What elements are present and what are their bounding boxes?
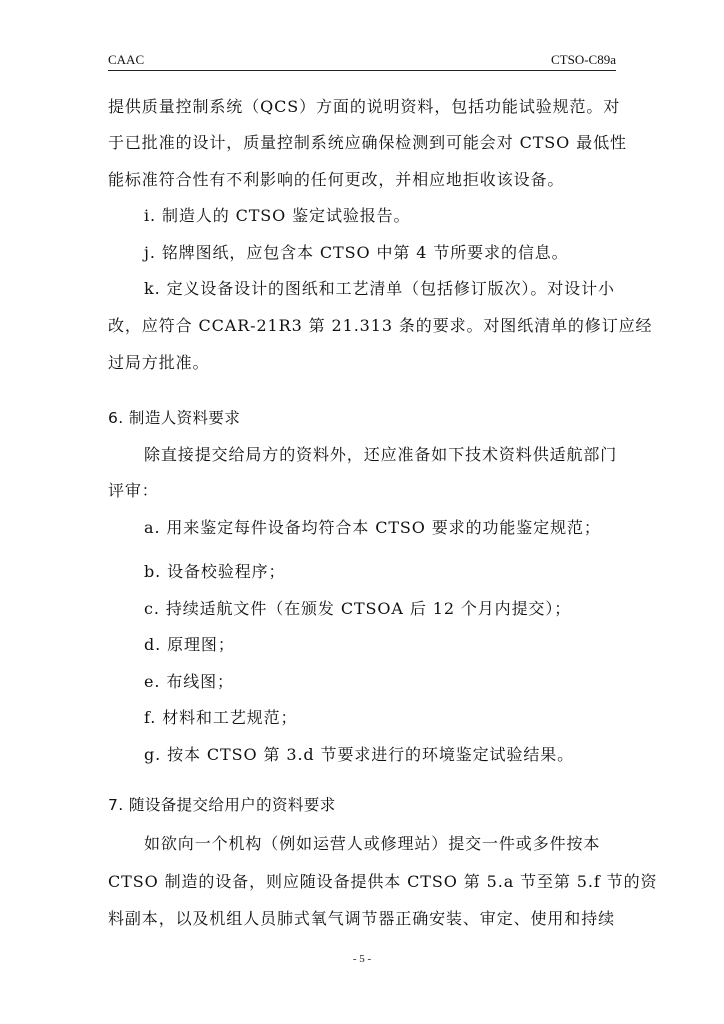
section-7-heading: 7. 随设备提交给用户的资料要求 [108,796,336,814]
section-6-heading: 6. 制造人资料要求 [108,409,241,427]
list-item: b. 设备校验程序； [144,562,286,581]
list-item: f. 材料和工艺规范； [144,708,298,727]
list-item: e. 布线图； [144,672,234,691]
paragraph-line: 改，应符合 CCAR-21R3 第 21.313 条的要求。对图纸清单的修订应经 [108,316,653,335]
page-number: - 5 - [352,953,372,965]
paragraph-line: 过局方批准。 [108,353,210,372]
paragraph-line: 如欲向一个机构（例如运营人或修理站）提交一件或多件按本 [144,834,601,853]
paragraph-line: CTSO 制造的设备，则应随设备提供本 CTSO 第 5.a 节至第 5.f 节的资 [108,872,658,891]
header-rule [108,70,616,71]
list-item: a. 用来鉴定每件设备均符合本 CTSO 要求的功能鉴定规范； [144,518,601,537]
list-item-j: j. 铭牌图纸，应包含本 CTSO 中第 4 节所要求的信息。 [144,243,569,262]
list-item-i: i. 制造人的 CTSO 鉴定试验报告。 [144,206,411,225]
paragraph-line: 料副本，以及机组人员肺式氧气调节器正确安装、审定、使用和持续 [108,909,616,928]
header-right-text: CTSO-C89a [551,52,616,67]
list-item: c. 持续适航文件（在颁发 CTSOA 后 12 个月内提交）； [144,599,572,618]
paragraph-line: 除直接提交给局方的资料外，还应准备如下技术资料供适航部门 [144,445,618,464]
paragraph-line: 能标准符合性有不利影响的任何更改，并相应地拒收该设备。 [108,170,565,189]
list-item-k: k. 定义设备设计的图纸和工艺清单（包括修订版次）。对设计小 [144,279,615,298]
page-header [108,52,616,70]
paragraph-line: 于已批准的设计，质量控制系统应确保检测到可能会对 CTSO 最低性 [108,133,627,152]
list-item: d. 原理图； [144,635,235,654]
header-left-text: CAAC [108,52,145,67]
list-item: g. 按本 CTSO 第 3.d 节要求进行的环境鉴定试验结果。 [144,745,575,764]
paragraph-line: 提供质量控制系统（QCS）方面的说明资料，包括功能试验规范。对 [108,97,621,116]
paragraph-line: 评审： [108,481,159,500]
